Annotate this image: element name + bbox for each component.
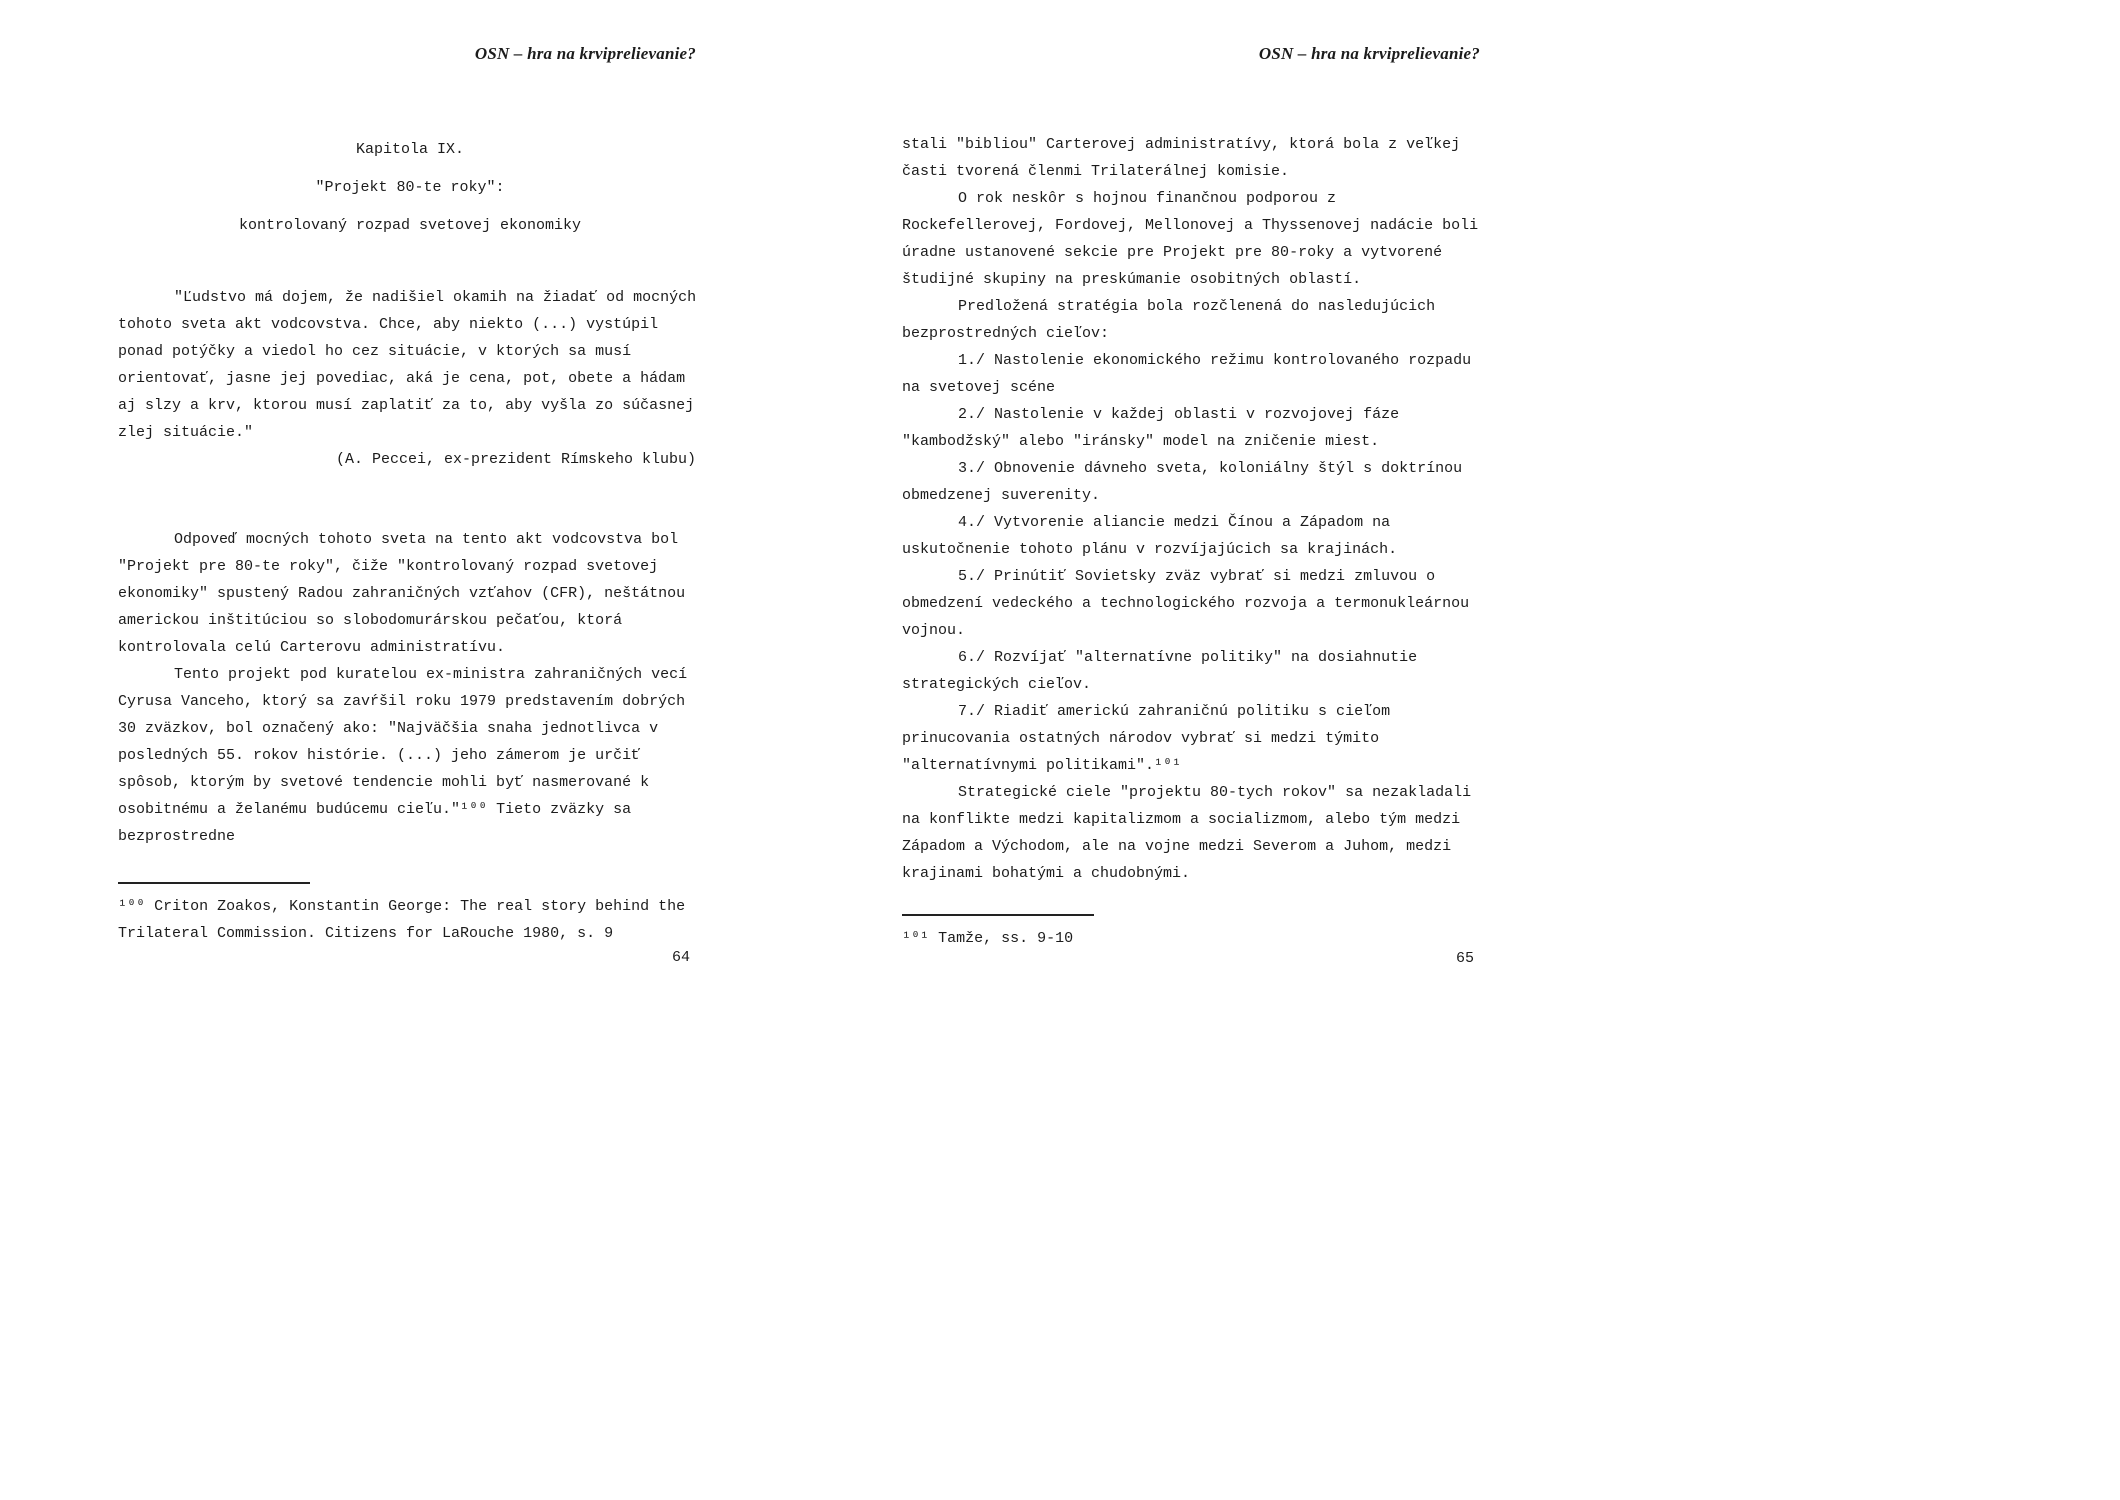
epigraph-quote: "Ľudstvo má dojem, že nadišiel okamih na žiadať od mocných tohoto sveta akt vodcovstva. Chce, aby niekto (...) vystúpil ponad potýčky a viedol ho cez situácie, v ktorých sa musí orientovať, jasne jej povediac, aká je cena, pot, obete a hádam aj slzy a krv, ktorou musí zaplatiť za to, aby vyšla zo súčasnej zlej situácie." [118,289,697,441]
chapter-heading-line-3: kontrolovaný rozpad svetovej ekonomiky [238,217,582,234]
page-right-text-column [902,131,1486,887]
footnote-marker: ¹⁰¹ [902,930,930,947]
epigraph-attribution: (A. Peccei, ex-prezident Rímskeho klubu) [335,451,696,468]
list-item-1: 1./ Nastolenie ekonomického režimu kontrolovaného rozpadu na svetovej scéne [902,352,1472,396]
footnote-marker: ¹⁰⁰ [118,898,146,915]
footnote-block-left [118,882,702,947]
footnote-block-right [902,914,1486,952]
paragraph: Odpoveď mocných tohoto sveta na tento akt vodcovstva bol "Projekt pre 80-te roky", čiže "kontrolovaný rozpad svetovej ekonomiky" spustený Radou zahraničných vzťahov (CFR), neštátnou americkou inštitúciou so slobodomurárskou pečaťou, ktorá kontrolovala celú Carterovu administratívu. [118,531,686,656]
list-item-3: 3./ Obnovenie dávneho sveta, koloniálny štýl s doktrínou obmedzenej suverenity. [902,460,1463,504]
page-number-64: 64 [671,949,690,966]
paragraph-continuation: stali "bibliou" Carterovej administratívy, ktorá bola z veľkej časti tvorená členmi Trilaterálnej komisie. [902,136,1461,180]
list-item-2: 2./ Nastolenie v každej oblasti v rozvojovej fáze "kambodžský" alebo "iránsky" model na zničenie miest. [902,406,1400,450]
page-number-65: 65 [1455,950,1474,967]
running-header-left: OSN – hra na krviprelievanie? [474,44,696,63]
footnote-100 [118,893,702,947]
list-item-6: 6./ Rozvíjať "alternatívne politiky" na dosiahnutie strategických cieľov. [902,649,1418,693]
paragraph: Strategické ciele "projektu 80-tych rokov" sa nezakladali na konflikte medzi kapitalizmom a socializmom, alebo tým medzi Západom a Východom, ale na vojne medzi Severom a Juhom, medzi krajinami bohatými a chudobnými. [902,784,1472,882]
paragraph: Tento projekt pod kuratelou ex-ministra zahraničných vecí Cyrusa Vanceho, ktorý sa zavŕšil roku 1979 predstavením dobrých 30 zväzkov, bol označený ako: "Najväčšia snaha jednotlivca v posledných 55. rokov histórie. (...) jeho zámerom je určiť spôsob, ktorým by svetové tendencie mohli byť nasmerované k osobitnému a želanému budúcemu cieľu."¹⁰⁰ Tieto zväzky sa bezprostredne [118,666,688,845]
footnote-101 [902,925,1486,952]
footnote-divider [118,882,310,884]
list-item-7: 7./ Riadiť americkú zahraničnú politiku s cieľom prinucovania ostatných národov vybrať si medzi týmito "alternatívnymi politikami".¹⁰¹ [902,703,1391,774]
footnote-divider [902,914,1094,916]
list-item-5: 5./ Prinútiť Sovietsky zväz vybrať si medzi zmluvou o obmedzení vedeckého a technologického rozvoja a termonukleárnou vojnou. [902,568,1470,639]
footnote-text: Tamže, ss. 9-10 [938,930,1074,947]
chapter-heading-line-1: Kapitola IX. [355,141,465,158]
footnote-text: Criton Zoakos, Konstantin George: The real story behind the Trilateral Commission. Citizens for LaRouche 1980, s. 9 [118,898,686,942]
paragraph: Predložená stratégia bola rozčlenená do nasledujúcich bezprostredných cieľov: [902,298,1436,342]
paragraph: O rok neskôr s hojnou finančnou podporou z Rockefellerovej, Fordovej, Mellonovej a Thyssenovej nadácie boli úradne ustanovené sekcie pre Projekt pre 80-roky a vytvorené študijné skupiny na preskúmanie osobitných oblastí. [902,190,1479,288]
page-left-text-column [118,131,702,850]
running-header-right: OSN – hra na krviprelievanie? [1258,44,1480,63]
chapter-heading-line-2: "Projekt 80-te roky": [315,179,505,196]
list-item-4: 4./ Vytvorenie aliancie medzi Čínou a Západom na uskutočnenie tohoto plánu v rozvíjajúcich sa krajinách. [902,514,1398,558]
